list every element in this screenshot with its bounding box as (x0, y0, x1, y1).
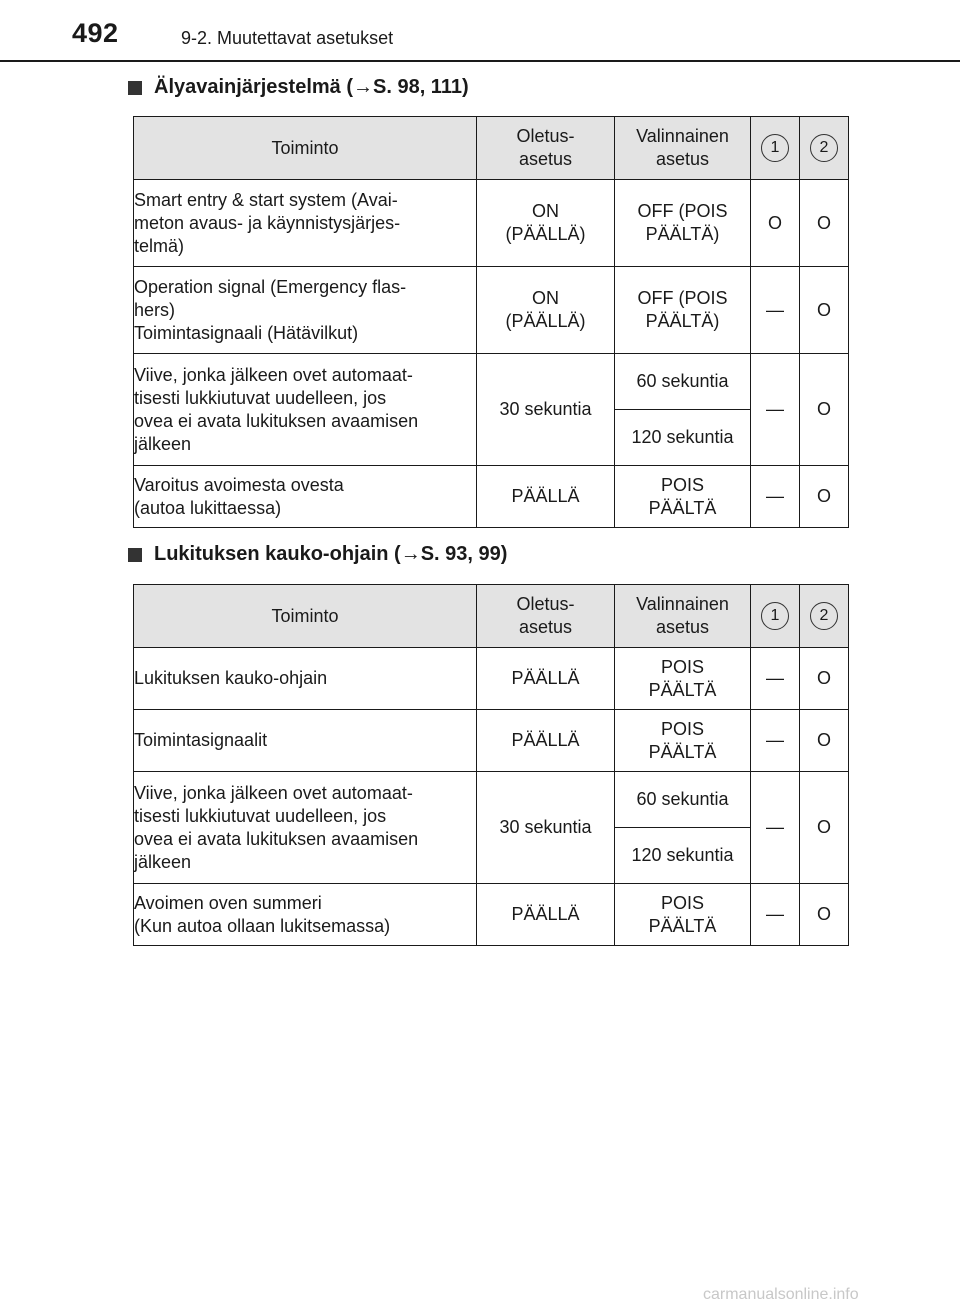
row-function: Toimintasignaalit (134, 710, 477, 772)
watermark-text: carmanualsonline.info (703, 1286, 859, 1303)
table-row (134, 648, 849, 710)
row-mark-1: — (751, 267, 800, 354)
smart-key-table (133, 116, 849, 528)
col-header-function-label: Toiminto (271, 605, 339, 626)
heading-remote-text: Lukituksen kauko-ohjain (→S. 93, 99) (154, 543, 508, 565)
row-mark-2: O (800, 354, 849, 466)
row-mark-1: — (751, 354, 800, 466)
col-header-optional-label: Valinnainen asetus (636, 126, 729, 169)
page-header (0, 0, 960, 62)
col-header-default-label: Oletus- asetus (516, 594, 575, 637)
row-function: Varoitus avoimesta ovesta (autoa lukittaessa) (134, 466, 477, 528)
row-function: Viive, jonka jälkeen ovet automaat- tisesti lukkiutuvat uudelleen, jos ovea ei avata lukituksen avaamisen jälkeen (134, 354, 477, 466)
table-row (134, 466, 849, 528)
row-optional-b: 120 sekuntia (615, 410, 751, 466)
row-default: 30 sekuntia (477, 772, 615, 884)
row-optional: POIS PÄÄLTÄ (615, 648, 751, 710)
row-function: Operation signal (Emergency flas- hers) Toimintasignaali (Hätävilkut) (134, 267, 477, 354)
row-mark-1: O (751, 180, 800, 267)
row-mark-1: — (751, 772, 800, 884)
heading-smart-key-text: Älyavainjärjestelmä (→S. 98, 111) (154, 76, 469, 98)
row-default: 30 sekuntia (477, 354, 615, 466)
col-header-1 (751, 117, 800, 180)
row-default: PÄÄLLÄ (477, 466, 615, 528)
table-row (134, 354, 849, 410)
col-header-1 (751, 585, 800, 648)
row-default: ON (PÄÄLLÄ) (477, 267, 615, 354)
row-optional: POIS PÄÄLTÄ (615, 884, 751, 946)
remote-table (133, 584, 849, 946)
row-mark-1: — (751, 648, 800, 710)
col-header-optional (615, 117, 751, 180)
row-optional-b: 120 sekuntia (615, 828, 751, 884)
row-function: Avoimen oven summeri (Kun autoa ollaan lukitsemassa) (134, 884, 477, 946)
table-row (134, 710, 849, 772)
row-optional: POIS PÄÄLTÄ (615, 710, 751, 772)
row-optional: POIS PÄÄLTÄ (615, 466, 751, 528)
table-row (134, 180, 849, 267)
row-optional-a: 60 sekuntia (615, 772, 751, 828)
row-mark-2: O (800, 710, 849, 772)
row-default: PÄÄLLÄ (477, 884, 615, 946)
col-header-function-label: Toiminto (271, 137, 339, 158)
row-mark-2: O (800, 267, 849, 354)
circle-2-icon: 2 (810, 134, 838, 162)
col-header-function (134, 117, 477, 180)
section-title: 9-2. Muutettavat asetukset (181, 28, 394, 48)
row-mark-2: O (800, 648, 849, 710)
bullet-square-icon (128, 548, 142, 562)
row-optional: OFF (POIS PÄÄLTÄ) (615, 267, 751, 354)
col-header-optional (615, 585, 751, 648)
row-function: Smart entry & start system (Avai- meton avaus- ja käynnistysjärjes- telmä) (134, 180, 477, 267)
col-header-default-label: Oletus- asetus (516, 126, 575, 169)
row-default: PÄÄLLÄ (477, 710, 615, 772)
table-row (134, 884, 849, 946)
table-row (134, 772, 849, 828)
circle-1-icon: 1 (761, 134, 789, 162)
row-optional-a: 60 sekuntia (615, 354, 751, 410)
col-header-default (477, 117, 615, 180)
col-header-function (134, 585, 477, 648)
circle-2-icon: 2 (810, 602, 838, 630)
heading-remote (128, 543, 507, 566)
page-number: 492 (72, 18, 119, 48)
table-header-row (134, 585, 849, 648)
table-row (134, 267, 849, 354)
row-mark-1: — (751, 466, 800, 528)
col-header-default (477, 585, 615, 648)
row-mark-1: — (751, 710, 800, 772)
row-default: PÄÄLLÄ (477, 648, 615, 710)
row-mark-1: — (751, 884, 800, 946)
row-function: Lukituksen kauko-ohjain (134, 648, 477, 710)
row-mark-2: O (800, 180, 849, 267)
row-mark-2: O (800, 884, 849, 946)
circle-1-icon: 1 (761, 602, 789, 630)
row-default: ON (PÄÄLLÄ) (477, 180, 615, 267)
col-header-2 (800, 585, 849, 648)
col-header-2 (800, 117, 849, 180)
row-mark-2: O (800, 466, 849, 528)
bullet-square-icon (128, 81, 142, 95)
table-header-row (134, 117, 849, 180)
row-mark-2: O (800, 772, 849, 884)
header-rule (0, 60, 960, 62)
heading-smart-key (128, 76, 469, 99)
row-function: Viive, jonka jälkeen ovet automaat- tisesti lukkiutuvat uudelleen, jos ovea ei avata lukituksen avaamisen jälkeen (134, 772, 477, 884)
row-optional: OFF (POIS PÄÄLTÄ) (615, 180, 751, 267)
col-header-optional-label: Valinnainen asetus (636, 594, 729, 637)
